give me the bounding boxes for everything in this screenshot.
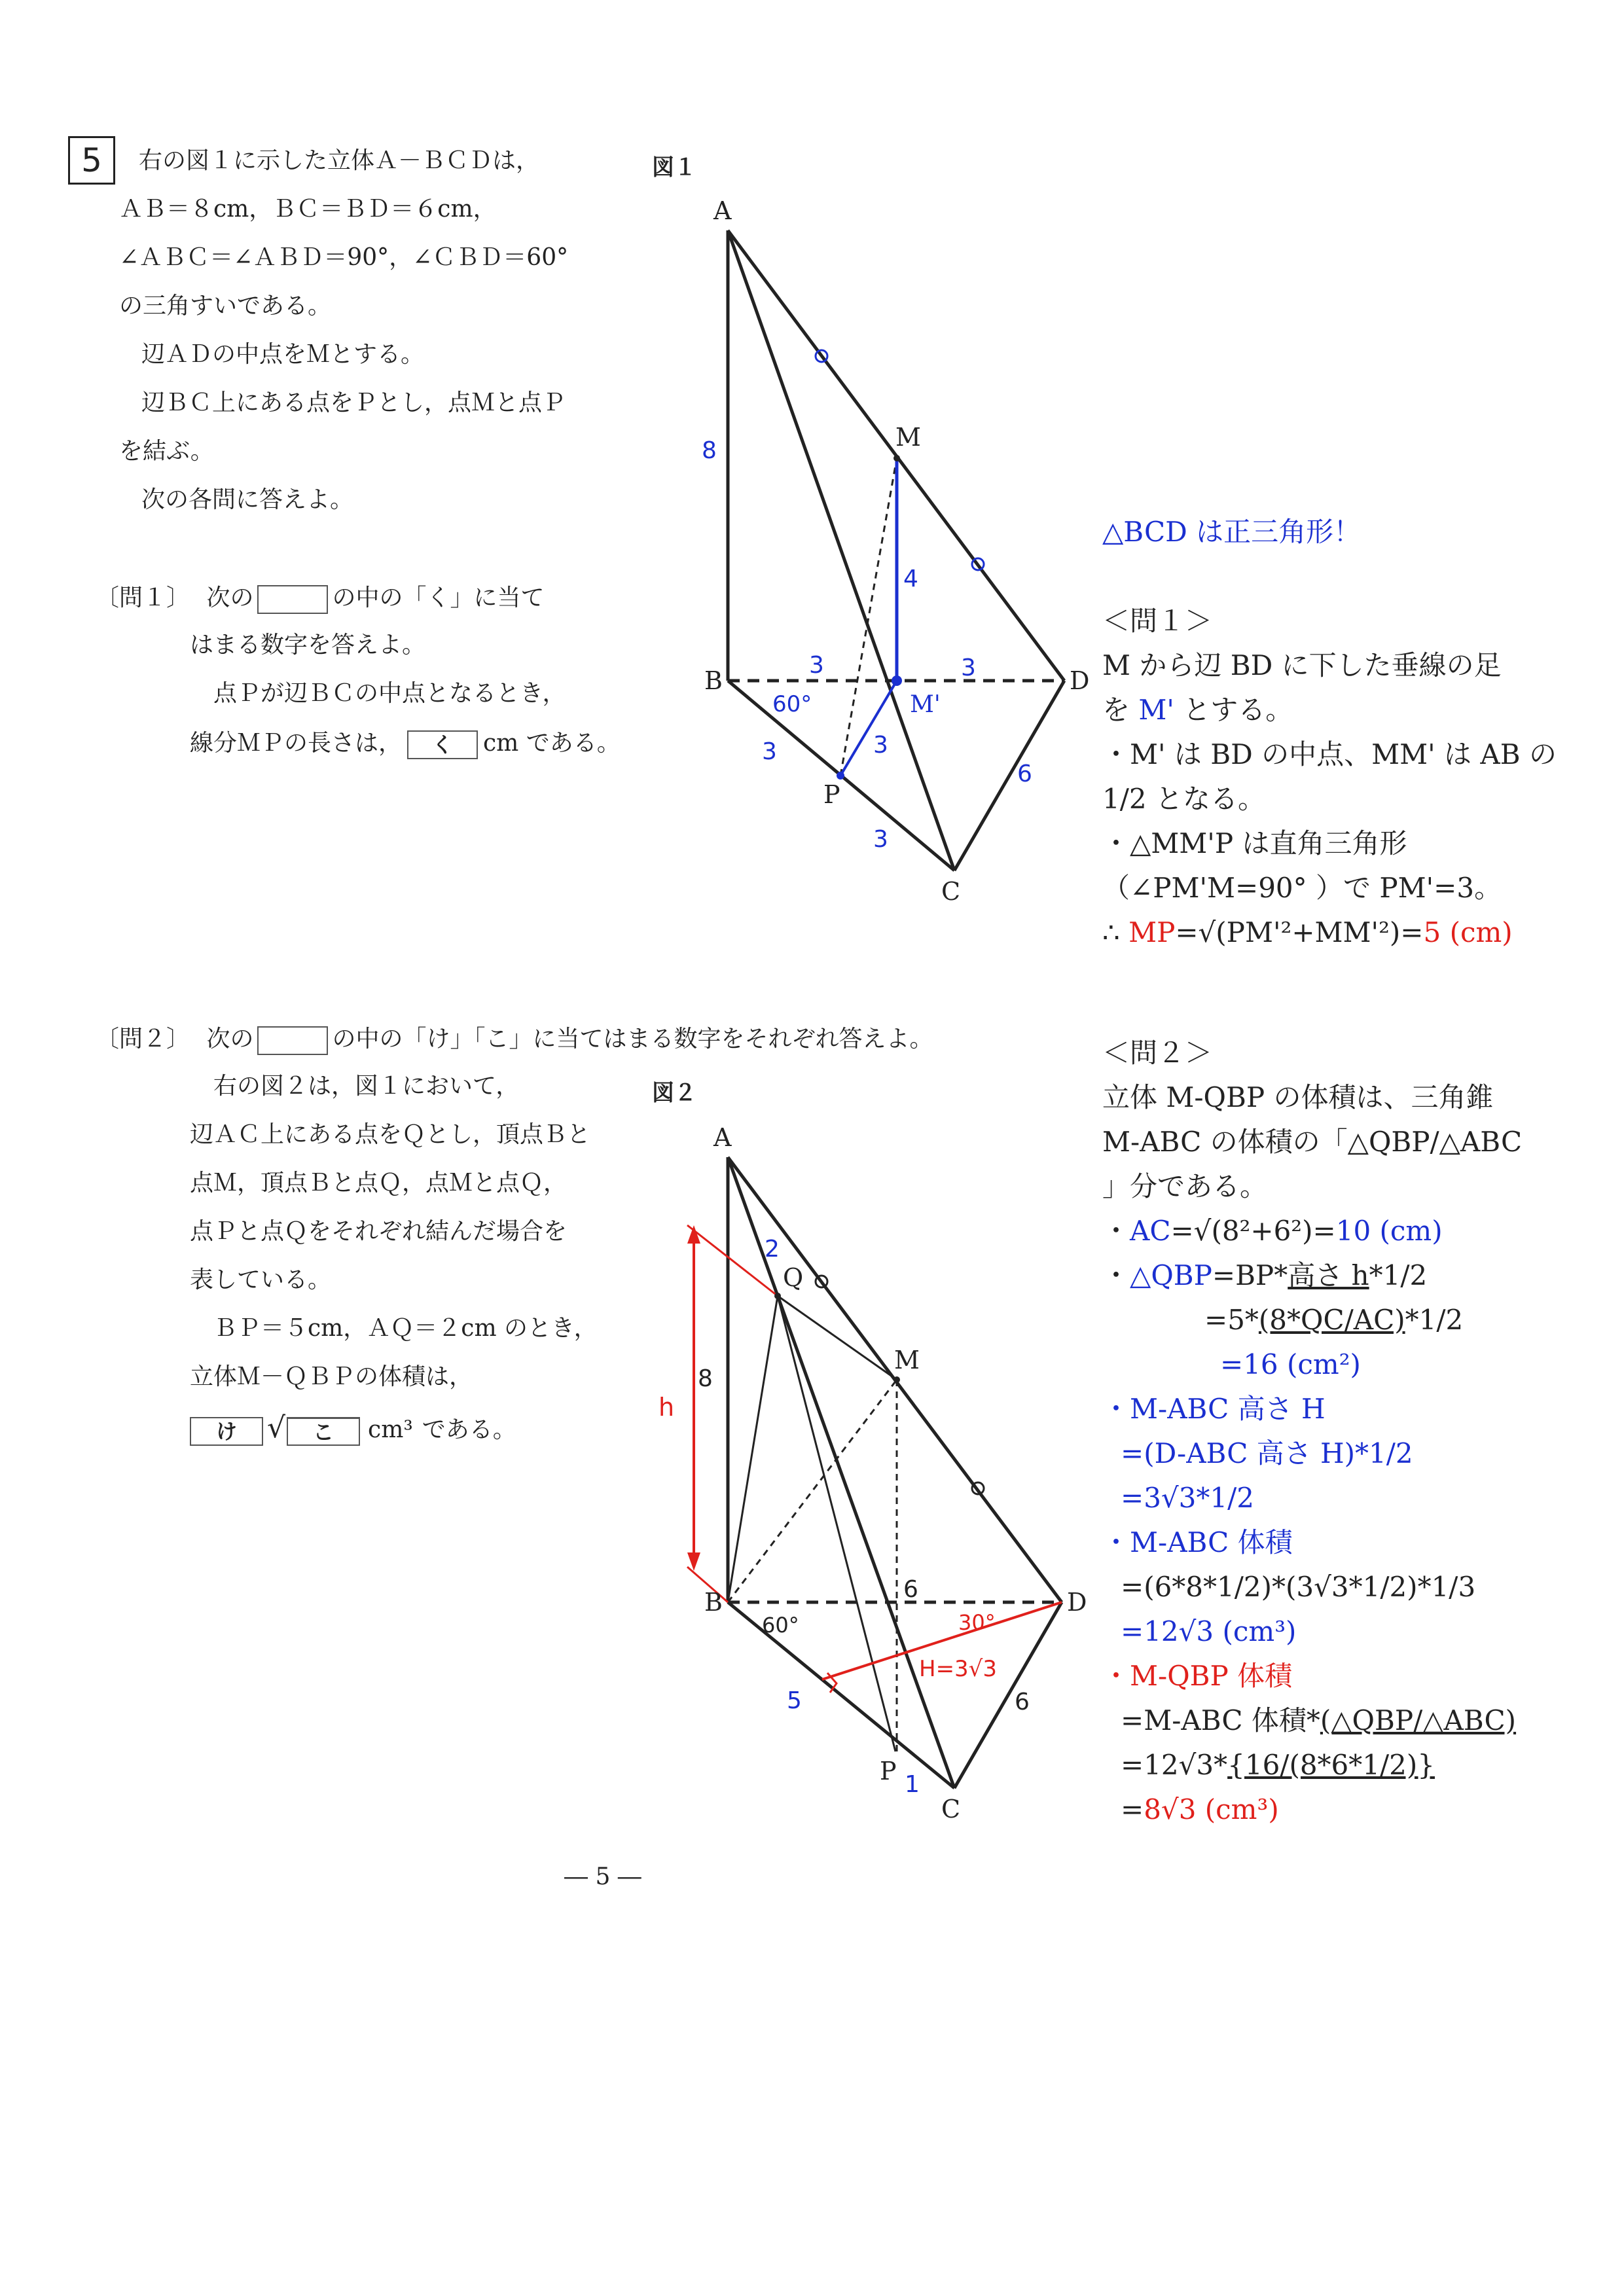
fig2-angle-60: 60° [762, 1613, 799, 1638]
q2-answer-box-ko: こ [287, 1417, 360, 1446]
fig2-h-label: h [659, 1393, 675, 1422]
q1-line4-a: 線分ＭＰの長さは， [190, 730, 403, 757]
fig2-label-a: A [713, 1123, 732, 1152]
notes2-m-line-2 [1121, 1704, 1517, 1736]
n2-qbp2-a: =5* [1204, 1304, 1259, 1336]
n2-qbp-d: 高さ h [1288, 1259, 1369, 1291]
fig2-label-m: M [894, 1346, 920, 1374]
fig2-label-p: P [880, 1757, 897, 1785]
fig1-num-mm: 4 [903, 565, 918, 592]
fig1-label-m-prime: M' [910, 691, 941, 718]
n2-qbp2-b: (8*QC/AC) [1258, 1304, 1405, 1336]
fig1-label-p: P [823, 780, 840, 809]
n2-qbp2-c: *1/2 [1405, 1304, 1464, 1336]
notes1-line-4: 1/2 となる。 [1102, 783, 1265, 815]
notes2-h-line-2: =(D-ABC 高さ H)*1/2 [1121, 1437, 1413, 1469]
q1-line-2: はまる数字を答えよ。 [190, 632, 426, 658]
n2-qbp-e: *1/2 [1369, 1259, 1428, 1291]
notes2-ac-line [1102, 1217, 1443, 1245]
intro-line-1: 右の図１に示した立体Ａ－ＢＣＤは， [139, 147, 540, 174]
q1-line4-b: cm である。 [483, 730, 621, 757]
q2-line-1: 右の図２は，図１において， [213, 1073, 520, 1100]
q2-line-3: 点Ｍ，頂点Ｂと点Ｑ，点Ｍと点Ｑ， [190, 1170, 568, 1196]
point-q [774, 1293, 781, 1299]
q2-line-5: 表している。 [190, 1266, 332, 1293]
n2-qbp-b: △QBP [1130, 1259, 1212, 1291]
fig1-num-ab: 8 [702, 437, 717, 464]
fig2-label-d: D [1067, 1588, 1087, 1617]
segment-bq [728, 1296, 778, 1602]
intro-line-3: ∠ＡＢＣ＝∠ＡＢＤ＝90°，∠ＣＢＤ＝60° [119, 244, 569, 271]
intro-line-8: 次の各問に答えよ。 [141, 486, 354, 513]
fig1-num-pm: 3 [873, 732, 888, 759]
n2-m2b: (△QBP/△ABC) [1320, 1704, 1517, 1736]
intro-line-7: を結ぶ。 [119, 438, 214, 465]
fig1-label-m: M [895, 423, 921, 452]
intro-line-6: 辺ＢＣ上にある点をＰとし，点Ｍと点Ｐ [141, 389, 566, 416]
notes1-l2c: とする。 [1174, 694, 1293, 726]
notes1-l7d: 5 (cm) [1423, 916, 1513, 948]
intro-line-5: 辺ＡＤの中点をＭとする。 [141, 341, 425, 368]
notes2-qbp-line-2 [1204, 1306, 1463, 1334]
fig2-label-q: Q [783, 1263, 804, 1292]
fig2-point-m [893, 1376, 900, 1383]
n2-qbp-c: =BP* [1212, 1259, 1288, 1291]
fig1-num-cd: 6 [1017, 761, 1032, 787]
fig1-label-c: C [941, 877, 961, 906]
q2-unit: cm³ [368, 1416, 413, 1443]
page-number: ― 5 ― [564, 1863, 641, 1890]
n2-m4b: 8√3 (cm³) [1144, 1793, 1279, 1825]
q2-label: 〔問２〕 [96, 1026, 190, 1052]
notes1-title: ＜問１＞ [1102, 605, 1213, 637]
n2-m4a: = [1121, 1793, 1144, 1825]
q2-line-2: 辺ＡＣ上にある点をＱとし，頂点Ｂと [190, 1121, 591, 1148]
fig1-angle: 60° [772, 691, 812, 717]
n2-m3a: =12√3* [1121, 1749, 1228, 1781]
notes2-qbp-line-3: =16 (cm²) [1220, 1348, 1361, 1380]
q2-line1-a: 次の [206, 1026, 254, 1052]
n2-m3b: {16/(8*6*1/2)} [1227, 1749, 1435, 1781]
notes2-line-3: 」分である。 [1102, 1170, 1268, 1202]
notes1-l2a: を [1102, 694, 1139, 726]
fig1-num-bp: 3 [762, 738, 777, 765]
notes1-line-6: （∠PM'M=90° ）で PM'=3。 [1102, 872, 1502, 904]
fig1-label-d: D [1070, 666, 1090, 695]
fig2-num-bp: 5 [787, 1687, 802, 1714]
notes1-headline: △BCD は正三角形！ [1102, 516, 1362, 548]
notes1-line-5: ・△MM'P は直角三角形 [1102, 827, 1407, 859]
fig2-label-c: C [941, 1795, 961, 1823]
q1-answer-box-ku: く [407, 730, 478, 759]
notes2-line-2: M-ABC の体積の「△QBP/△ABC [1102, 1126, 1523, 1158]
notes2-v-line-1: ・M-ABC 体積 [1102, 1526, 1293, 1558]
fig2-angle-30: 30° [958, 1610, 996, 1635]
intro-line-2: ＡＢ＝８cm，ＢＣ＝ＢＤ＝６cm， [119, 196, 497, 223]
n2-qbp-a: ・ [1102, 1259, 1130, 1291]
intro-line-4: の三角すいである。 [119, 293, 332, 319]
q2-line-6: ＢＰ＝５cm，ＡＱ＝２cm のとき， [213, 1315, 598, 1342]
notes2-m-line-1: ・M-QBP 体積 [1102, 1660, 1293, 1692]
notes2-line-1: 立体 M-QBP の体積は、三角錐 [1102, 1081, 1494, 1113]
fig1-label-b: B [704, 666, 723, 695]
notes2-qbp-line [1102, 1259, 1428, 1291]
notes1-l2b: M' [1138, 694, 1174, 726]
fig2-num-pc: 1 [905, 1771, 920, 1798]
notes1-l7c: =√(PM'²+MM'²)= [1175, 916, 1424, 948]
segment-bm-dashed [728, 1380, 897, 1602]
fig1-num-bm: 3 [809, 652, 824, 679]
notes2-h-line-1: ・M-ABC 高さ H [1102, 1393, 1326, 1425]
fig2-num-cd: 6 [1015, 1689, 1030, 1715]
fig2-num-aq: 2 [765, 1236, 780, 1263]
n2-ac-c: =√(8²+6²)= [1170, 1215, 1336, 1247]
notes2-m-line-3 [1121, 1751, 1435, 1779]
q2-answer-box-ke: け [190, 1417, 263, 1446]
sqrt-symbol: √ [267, 1411, 286, 1444]
q2-tail: である。 [422, 1416, 516, 1443]
fig1-title: 図１ [652, 154, 696, 181]
fig2-num-ab: 8 [698, 1365, 713, 1392]
q2-line1-b: の中の「け」「こ」に当てはまる数字をそれぞれ答えよ。 [332, 1026, 933, 1052]
q2-line-4: 点Ｐと点Ｑをそれぞれ結んだ場合を [190, 1218, 568, 1245]
notes1-l7a: ∴ [1102, 916, 1129, 948]
fig2-num-bd: 6 [903, 1576, 918, 1603]
q1-label: 〔問１〕 [96, 584, 190, 611]
n2-ac-d: 10 (cm) [1335, 1215, 1443, 1247]
notes1-line-3: ・M' は BD の中点、MM' は AB の [1102, 738, 1557, 770]
problem-number: 5 [68, 136, 115, 185]
n2-m2a: =M-ABC 体積* [1121, 1704, 1320, 1736]
q1-line1-b: の中の「く」に当て [332, 584, 545, 611]
n2-ac-b: AC [1130, 1215, 1171, 1247]
fig2-label-b: B [704, 1588, 723, 1617]
notes2-h-line-3: =3√3*1/2 [1121, 1482, 1254, 1514]
notes1-l7b: MP [1128, 916, 1176, 948]
q1-line1-a: 次の [206, 584, 254, 611]
fig1-num-pc: 3 [873, 826, 888, 853]
notes2-v-line-3: =12√3 (cm³) [1121, 1615, 1297, 1647]
q2-line-7: 立体Ｍ－ＱＢＰの体積は， [190, 1363, 473, 1390]
q1-line-3: 点Ｐが辺ＢＣの中点となるとき， [213, 680, 566, 707]
notes2-m-line-4 [1121, 1793, 1279, 1825]
notes2-v-line-2: =(6*8*1/2)*(3√3*1/2)*1/3 [1121, 1571, 1476, 1603]
fig1-label-a: A [713, 196, 732, 225]
notes2-title: ＜問２＞ [1102, 1037, 1213, 1069]
fig2-H-label: H=3√3 [919, 1656, 997, 1682]
fig1-num-md: 3 [961, 655, 976, 681]
notes1-line-1: M から辺 BD に下した垂線の足 [1102, 649, 1502, 681]
fig2-title: 図２ [652, 1080, 696, 1106]
n2-ac-a: ・ [1102, 1215, 1130, 1247]
